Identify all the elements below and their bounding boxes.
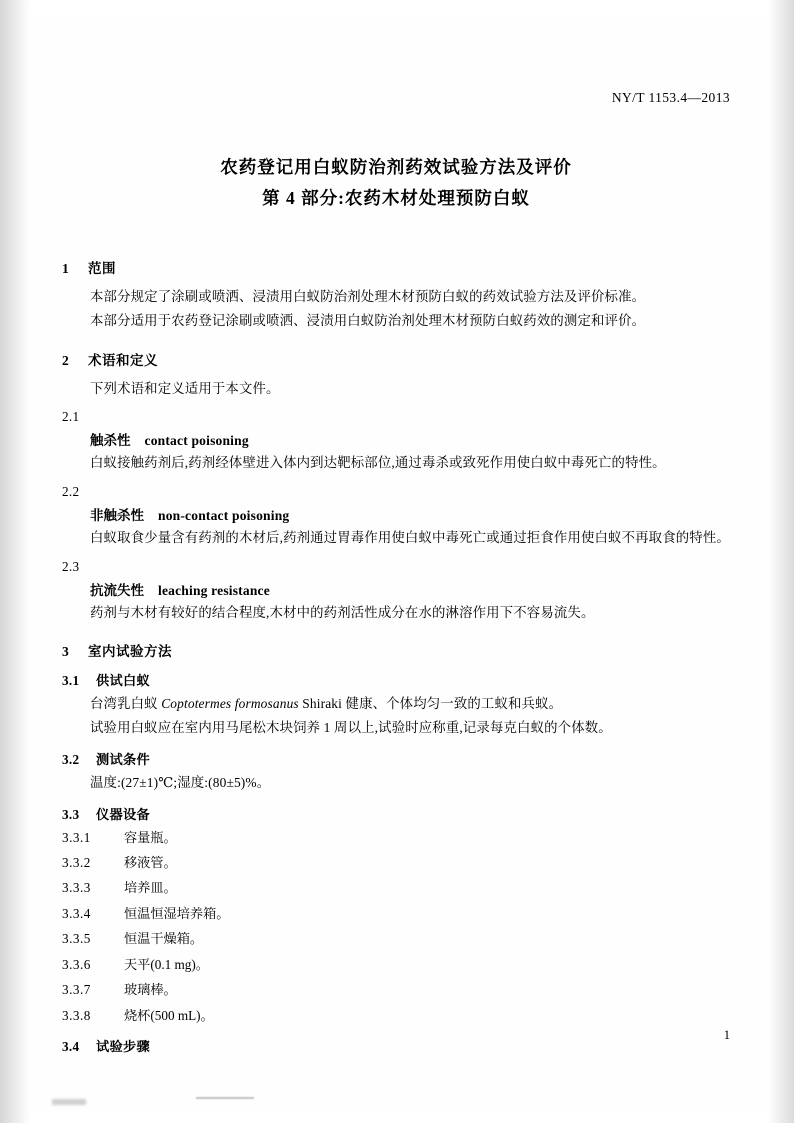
clause-3-1-paragraph-2: 试验用白蚁应在室内用马尾松木块饲养 1 周以上,试验时应称重,记录每克白蚁的个体数。 bbox=[90, 720, 612, 736]
list-item bbox=[62, 955, 730, 975]
clause-3-2-number: 3.2 bbox=[62, 751, 80, 767]
term-2-1-definition: 白蚁接触药剂后,药剂经体壁进入体内到达靶标部位,通过毒杀或致死作用使白蚁中毒死亡的特性。 bbox=[90, 455, 666, 471]
clause-3-2-paragraph-1: 温度:(27±1)℃;湿度:(80±5)%。 bbox=[90, 774, 271, 790]
list-item bbox=[62, 853, 730, 873]
clause-3-title: 室内试验方法 bbox=[88, 644, 172, 660]
term-2-1-cn: 触杀性 bbox=[90, 433, 131, 449]
heading-clause-3-1 bbox=[62, 670, 730, 689]
heading-clause-2 bbox=[62, 349, 730, 369]
item-text: 恒温干燥箱。 bbox=[124, 931, 204, 947]
clause-3-1-paragraph-1 bbox=[62, 693, 730, 715]
page-title bbox=[62, 152, 730, 213]
clause-2-paragraph-1: 下列术语和定义适用于本文件。 bbox=[90, 380, 280, 396]
heading-clause-1 bbox=[62, 257, 730, 277]
item-number: 3.3.2 bbox=[62, 855, 91, 871]
heading-clause-2-1: 2.1 bbox=[62, 409, 80, 425]
item-text: 容量瓶。 bbox=[124, 829, 177, 845]
title-line-1: 农药登记用白蚁防治剂药效试验方法及评价 bbox=[220, 157, 572, 177]
term-2-1 bbox=[62, 429, 730, 449]
item-number: 3.3.6 bbox=[62, 956, 91, 972]
term-2-3-cn: 抗流失性 bbox=[90, 582, 144, 598]
clause-2-number: 2 bbox=[62, 352, 70, 368]
term-2-3-definition: 药剂与木材有较好的结合程度,木材中的药剂活性成分在水的淋溶作用下不容易流失。 bbox=[90, 604, 595, 620]
species-suffix: Shiraki 健康、个体均匀一致的工蚁和兵蚁。 bbox=[298, 696, 563, 712]
clause-3-4-title: 试验步骤 bbox=[96, 1039, 150, 1055]
heading-clause-3-3 bbox=[62, 804, 730, 823]
clause-1-number: 1 bbox=[62, 261, 70, 277]
item-number: 3.3.1 bbox=[62, 829, 91, 845]
term-2-2-definition: 白蚁取食少量含有药剂的木材后,药剂通过胃毒作用使白蚁中毒死亡或通过拒食作用使白蚁不再取食的特性。 bbox=[90, 530, 730, 546]
item-text: 培养皿。 bbox=[124, 880, 177, 896]
heading-clause-3-4 bbox=[62, 1036, 730, 1055]
scan-artifact bbox=[196, 1097, 254, 1099]
term-2-1-en: contact poisoning bbox=[144, 433, 249, 449]
item-text: 烧杯(500 mL)。 bbox=[124, 1007, 214, 1023]
clause-3-number: 3 bbox=[62, 644, 70, 660]
item-text: 移液管。 bbox=[124, 855, 177, 871]
list-item bbox=[62, 980, 730, 1000]
item-number: 3.3.8 bbox=[62, 1007, 91, 1023]
title-line-2: 第 4 部分:农药木材处理预防白蚁 bbox=[262, 187, 530, 208]
term-2-3-en: leaching resistance bbox=[158, 582, 270, 598]
clause-3-2-title: 测试条件 bbox=[96, 751, 150, 767]
clause-1-title: 范围 bbox=[88, 261, 116, 277]
term-2-3 bbox=[62, 579, 730, 599]
heading-clause-3 bbox=[62, 640, 730, 660]
clause-3-4-number: 3.4 bbox=[62, 1039, 80, 1055]
list-item bbox=[62, 828, 730, 848]
heading-clause-2-3: 2.3 bbox=[62, 558, 80, 574]
list-item bbox=[62, 878, 730, 898]
term-2-2-en: non-contact poisoning bbox=[158, 508, 290, 524]
item-number: 3.3.5 bbox=[62, 931, 91, 947]
clause-3-1-number: 3.1 bbox=[62, 673, 80, 689]
clause-2-title: 术语和定义 bbox=[88, 352, 158, 368]
document-content bbox=[62, 90, 730, 1059]
item-number: 3.3.3 bbox=[62, 880, 91, 896]
clause-1-paragraph-2: 本部分适用于农药登记涂刷或喷洒、浸渍用白蚁防治剂处理木材预防白蚁药效的测定和评价。 bbox=[90, 312, 646, 328]
list-item bbox=[62, 1006, 730, 1026]
clause-1-paragraph-1: 本部分规定了涂刷或喷洒、浸渍用白蚁防治剂处理木材预防白蚁的药效试验方法及评价标准。 bbox=[90, 289, 646, 305]
item-number: 3.3.4 bbox=[62, 905, 91, 921]
heading-clause-2-2: 2.2 bbox=[62, 484, 80, 500]
term-2-2 bbox=[62, 504, 730, 524]
page-number: 1 bbox=[723, 1028, 730, 1042]
clause-3-3-number: 3.3 bbox=[62, 806, 80, 822]
list-item bbox=[62, 929, 730, 949]
heading-clause-3-2 bbox=[62, 749, 730, 768]
item-text: 恒温恒湿培养箱。 bbox=[124, 905, 230, 921]
item-number: 3.3.7 bbox=[62, 982, 91, 998]
clause-3-3-title: 仪器设备 bbox=[96, 806, 150, 822]
list-item bbox=[62, 904, 730, 924]
term-2-2-cn: 非触杀性 bbox=[90, 508, 144, 524]
clause-3-1-title: 供试白蚁 bbox=[96, 673, 150, 689]
scan-artifact bbox=[52, 1099, 86, 1105]
species-latin-name: Coptotermes formosanus bbox=[161, 696, 299, 712]
standard-number: NY/T 1153.4—2013 bbox=[611, 90, 730, 105]
species-prefix: 台湾乳白蚁 bbox=[90, 696, 158, 712]
item-text: 天平(0.1 mg)。 bbox=[124, 956, 209, 972]
item-text: 玻璃棒。 bbox=[124, 982, 177, 998]
